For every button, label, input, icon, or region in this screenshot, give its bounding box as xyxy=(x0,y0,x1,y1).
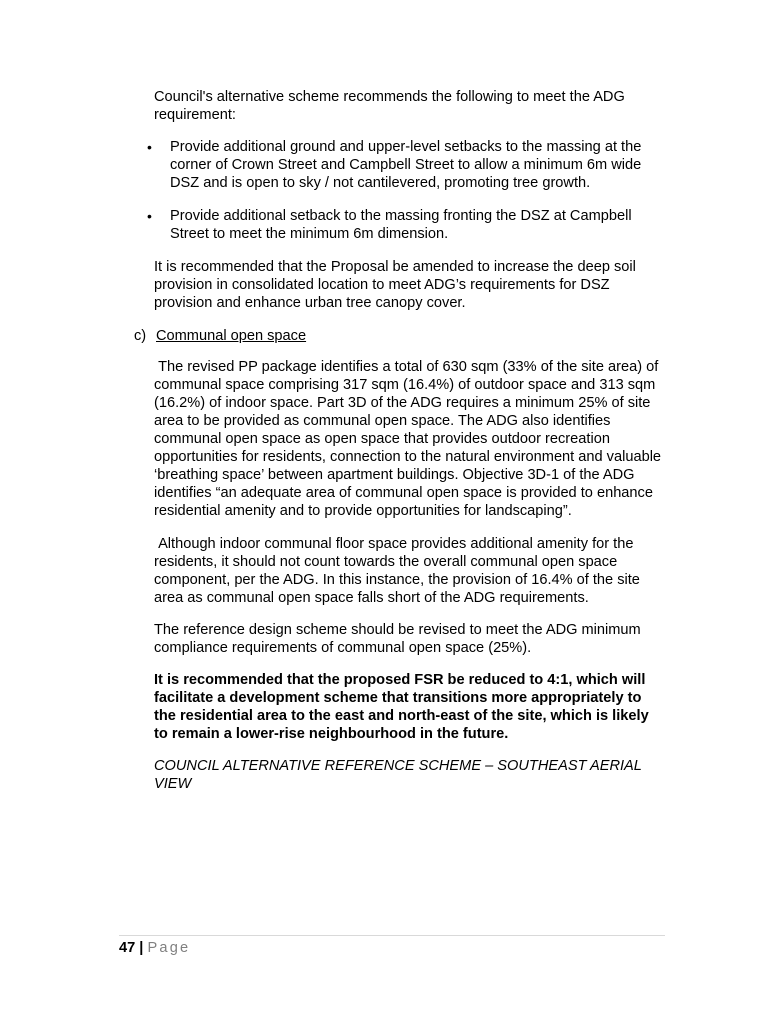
bullet-dot-icon: • xyxy=(147,139,152,155)
bullet-item-2 xyxy=(147,207,660,243)
bullet-dot-icon: • xyxy=(147,208,152,224)
section-title: Communal open space xyxy=(156,328,307,344)
reference-design-paragraph: The reference design scheme should be revised to meet the ADG minimum compliance requirements of communal open space (25%). xyxy=(154,622,641,656)
section-letter: c) xyxy=(134,328,147,344)
footer-divider xyxy=(119,935,665,936)
bullet-text-2: Provide additional setback to the massing fronting the DSZ at Campbell Street to meet the minimum 6m dimension. xyxy=(170,208,632,242)
intro-paragraph: Council's alternative scheme recommends the following to meet the ADG requirement: xyxy=(154,89,625,123)
page-label: Page xyxy=(147,940,191,956)
indoor-space-paragraph: Although indoor communal floor space provides additional amenity for the residents, it should not count towards the overall communal open space component, per the ADG. In this instance, the provision of 16.4% of the site area as communal open space falls short of the ADG requirements. xyxy=(154,536,644,606)
page-separator: | xyxy=(139,940,144,956)
page-number: 47 xyxy=(119,940,136,956)
deep-soil-recommendation: It is recommended that the Proposal be amended to increase the deep soil provision in consolidated location to meet ADG’s requirements for DSZ provision and enhance urban tree canopy cover. xyxy=(154,259,636,311)
bullet-item-1 xyxy=(147,138,660,192)
section-c-heading xyxy=(134,327,306,345)
bullet-text-1: Provide additional ground and upper-level setbacks to the massing at the corner of Crown Street and Campbell Street to allow a minimum 6m wide DSZ and is open to sky / not cantilevered, promoting tree growth. xyxy=(170,139,642,191)
fsr-recommendation: It is recommended that the proposed FSR be reduced to 4:1, which will facilitate a development scheme that transitions more appropriately to the residential area to the east and north-east of the site, which is likely to remain a lower-rise neighbourhood in the future. xyxy=(154,672,649,742)
communal-space-paragraph: The revised PP package identifies a total of 630 sqm (33% of the site area) of communal space comprising 317 sqm (16.4%) of outdoor space and 313 sqm (16.2%) of indoor space. Part 3D of the ADG requires a minimum 25% of site area to be provided as communal open space. The ADG also identifies communal open space as open space that provides outdoor recreation opportunities for residents, connection to the natural environment and valuable ‘breathing space’ between apartment buildings. Objective 3D-1 of the ADG identifies “an adequate area of communal open space is provided to enhance residential amenity and to provide opportunities for landscaping”. xyxy=(154,359,666,519)
page-footer xyxy=(119,939,190,957)
figure-caption: COUNCIL ALTERNATIVE REFERENCE SCHEME – SOUTHEAST AERIAL VIEW xyxy=(154,758,642,792)
